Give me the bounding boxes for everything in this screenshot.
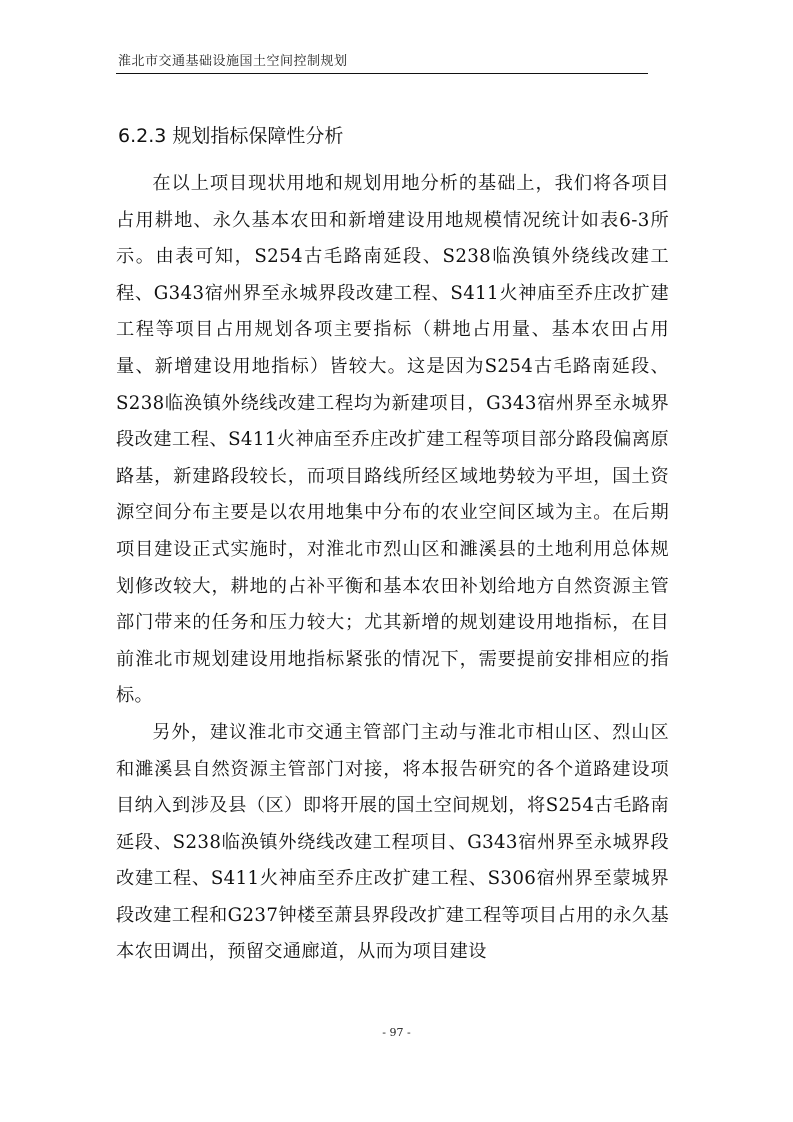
running-header-title: 淮北市交通基础设施国土空间控制规划: [118, 54, 348, 69]
header-divider: [116, 73, 648, 74]
body-text: [116, 166, 669, 971]
section-heading: 6.2.3 规划指标保障性分析: [118, 125, 344, 147]
paragraph-2: 另外，建议淮北市交通主管部门主动与淮北市相山区、烈山区和濉溪县自然资源主管部门对接，将本报告研究的各个道路建设项目纳入到涉及县（区）即将开展的国土空间规划，将S254古毛路南延段、S238临涣镇外绕线改建工程项目、G343宿州界至永城界段改建工程、S411火神庙至乔庄改扩建工程、S306宿州界至蒙城界段改建工程和G237钟楼至萧县界段改扩建工程等项目占用的永久基本农田调出，预留交通廊道，从而为项目建设: [116, 721, 669, 963]
paragraph-1: 在以上项目现状用地和规划用地分析的基础上，我们将各项目占用耕地、永久基本农田和新增建设用地规模情况统计如表6-3所示。由表可知，S254古毛路南延段、S238临涣镇外绕线改建工程、G343宿州界至永城界段改建工程、S411火神庙至乔庄改扩建工程等项目占用规划各项主要指标（耕地占用量、基本农田占用量、新增建设用地指标）皆较大。这是因为S254古毛路南延段、S238临涣镇外绕线改建工程均为新建项目，G343宿州界至永城界段改建工程、S411火神庙至乔庄改扩建工程等项目部分路段偏离原路基，新建路段较长，而项目路线所经区域地势较为平坦，国土资源空间分布主要是以农用地集中分布的农业空间区域为主。在后期项目建设正式实施时，对淮北市烈山区和濉溪县的土地利用总体规划修改较大，耕地的占补平衡和基本农田补划给地方自然资源主管部门带来的任务和压力较大；尤其新增的规划建设用地指标，在目前淮北市规划建设用地指标紧张的情况下，需要提前安排相应的指标。: [116, 173, 669, 707]
page-number: - 97 -: [382, 1026, 411, 1039]
